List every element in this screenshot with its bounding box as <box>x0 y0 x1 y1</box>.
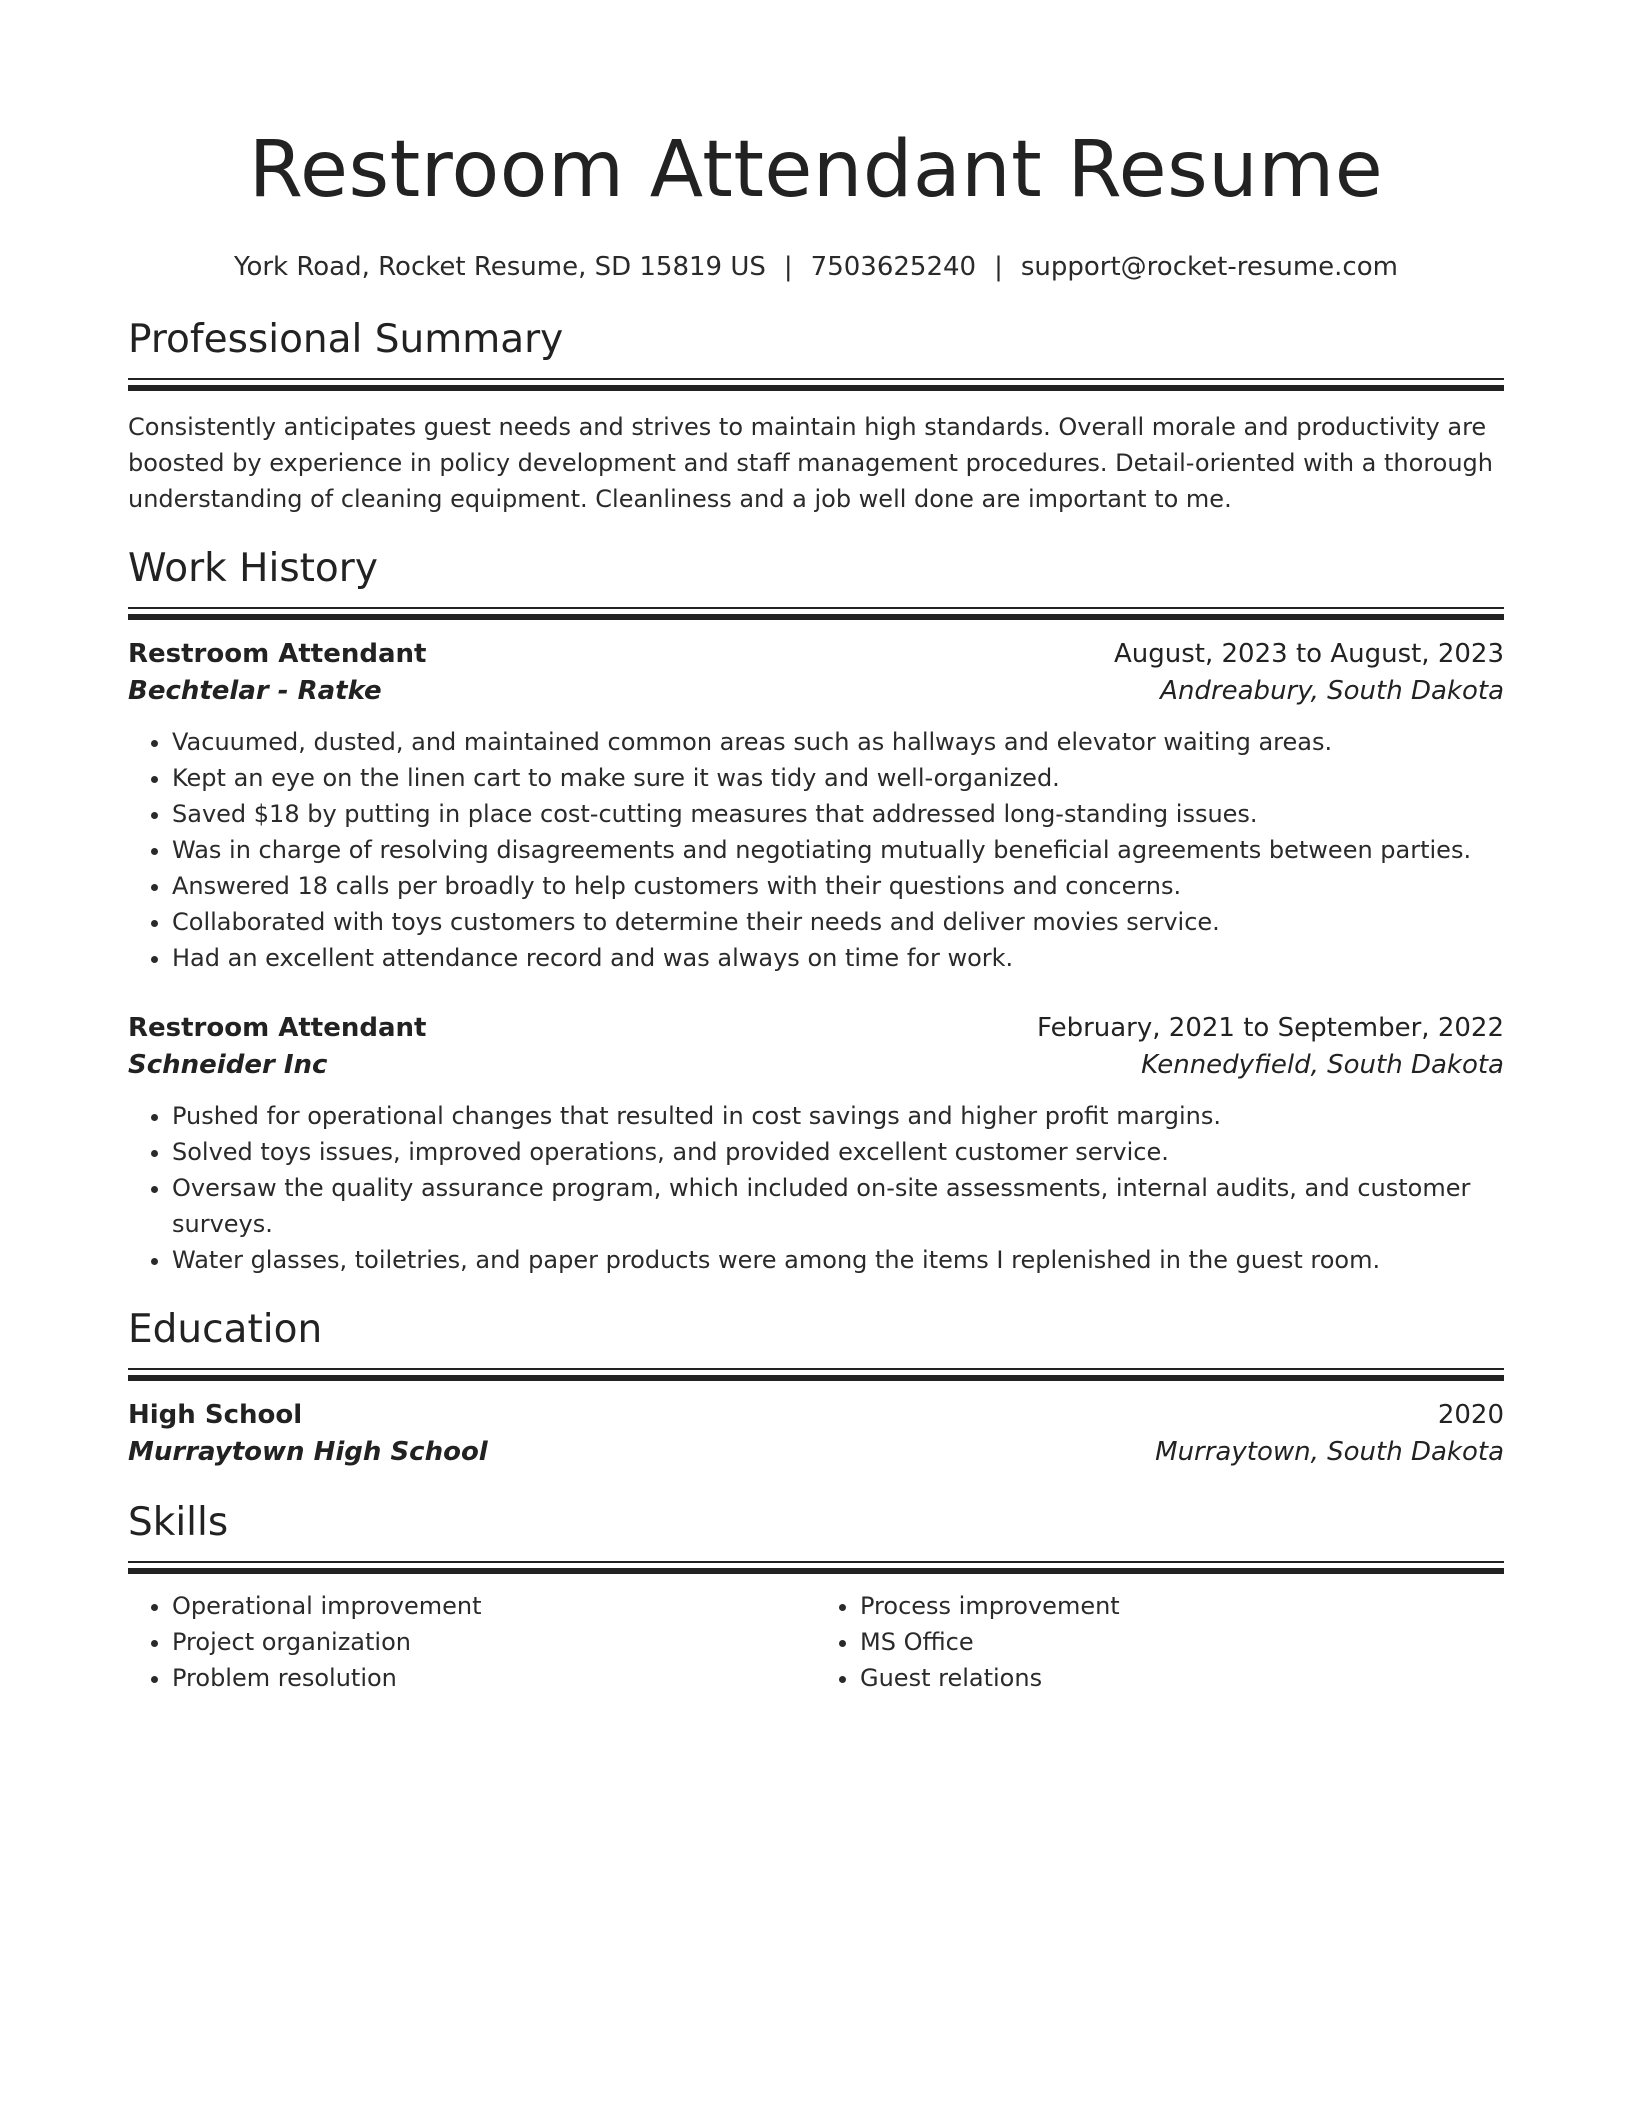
list-item: • Solved toys issues, improved operations, and provided excellent customer service. <box>172 1134 1504 1170</box>
job-entry <box>128 1010 1504 1278</box>
skill-item: • Guest relations <box>860 1660 1504 1696</box>
job-dates: February, 2021 to September, 2022 <box>1037 1013 1504 1043</box>
list-item: • Had an excellent attendance record and was always on time for work. <box>172 940 1504 976</box>
job-location: Andreabury, South Dakota <box>1160 676 1504 706</box>
job-location: Kennedyfield, South Dakota <box>1141 1050 1504 1080</box>
job-company-row <box>128 672 1504 710</box>
skills-heading: Skills <box>128 1500 229 1545</box>
job-title: Restroom Attendant <box>128 1013 427 1043</box>
section-divider-thick <box>128 1375 1504 1381</box>
list-item: • Kept an eye on the linen cart to make sure it was tidy and well-organized. <box>172 760 1504 796</box>
education-entry <box>128 1397 1504 1471</box>
work-history-section <box>128 543 1504 1278</box>
skills-column-left <box>128 1588 816 1696</box>
section-divider-thick <box>128 385 1504 391</box>
skills-column-right <box>816 1588 1504 1696</box>
job-company: Bechtelar - Ratke <box>128 676 382 706</box>
summary-heading: Professional Summary <box>128 317 564 362</box>
skills-grid <box>128 1588 1504 1696</box>
list-item: • Water glasses, toiletries, and paper products were among the items I replenished in the guest room. <box>172 1242 1504 1278</box>
resume-title: Restroom Attendant Resume <box>248 125 1384 215</box>
contact-address: York Road, Rocket Resume, SD 15819 US <box>234 252 766 282</box>
list-item: • Vacuumed, dusted, and maintained common areas such as hallways and elevator waiting areas. <box>172 724 1504 760</box>
education-degree: High School <box>128 1400 303 1430</box>
job-company: Schneider Inc <box>128 1050 328 1080</box>
education-heading: Education <box>128 1307 323 1352</box>
list-item: • Was in charge of resolving disagreements and negotiating mutually beneficial agreements between parties. <box>172 832 1504 868</box>
education-year: 2020 <box>1437 1400 1504 1430</box>
contact-separator: | <box>994 252 1003 282</box>
work-history-heading: Work History <box>128 546 378 591</box>
contact-separator: | <box>783 252 793 282</box>
section-divider-thin <box>128 1368 1504 1370</box>
job-header-row <box>128 1010 1504 1046</box>
education-section <box>128 1304 1504 1471</box>
education-location: Murraytown, South Dakota <box>1155 1437 1504 1467</box>
section-divider-thin <box>128 1561 1504 1563</box>
section-divider-thick <box>128 1568 1504 1574</box>
section-divider-thin <box>128 378 1504 380</box>
list-item: • Collaborated with toys customers to determine their needs and deliver movies service. <box>172 904 1504 940</box>
section-divider-thin <box>128 607 1504 609</box>
skill-item: • Problem resolution <box>172 1660 816 1696</box>
education-school: Murraytown High School <box>128 1437 488 1467</box>
skill-item: • Project organization <box>172 1624 816 1660</box>
contact-line <box>128 250 1504 284</box>
skill-item: • Operational improvement <box>172 1588 816 1624</box>
job-entry <box>128 636 1504 976</box>
education-school-row <box>128 1433 1504 1471</box>
list-item: • Saved $18 by putting in place cost-cutting measures that addressed long-standing issues. <box>172 796 1504 832</box>
skill-item: • MS Office <box>860 1624 1504 1660</box>
job-header-row <box>128 636 1504 672</box>
list-item: • Oversaw the quality assurance program, which included on-site assessments, internal audits, and customer surveys. <box>172 1170 1504 1242</box>
section-divider-thick <box>128 614 1504 620</box>
contact-phone: 7503625240 <box>810 252 977 282</box>
summary-section <box>128 314 1504 517</box>
contact-email[interactable]: support@rocket-resume.com <box>1020 252 1398 282</box>
job-dates: August, 2023 to August, 2023 <box>1114 639 1504 669</box>
skill-item: • Process improvement <box>860 1588 1504 1624</box>
education-header-row <box>128 1397 1504 1433</box>
skills-section <box>128 1497 1504 1696</box>
job-title: Restroom Attendant <box>128 639 427 669</box>
job-company-row <box>128 1046 1504 1084</box>
job-bullets <box>128 1098 1504 1278</box>
list-item: • Answered 18 calls per broadly to help customers with their questions and concerns. <box>172 868 1504 904</box>
summary-text: Consistently anticipates guest needs and strives to maintain high standards. Overall morale and productivity are boosted by experience in policy development and staff management procedures. Detail-oriented with a thorough understanding of cleaning equipment. Cleanliness and a job well done are important to me. <box>128 413 1493 513</box>
job-bullets <box>128 724 1504 976</box>
list-item: • Pushed for operational changes that resulted in cost savings and higher profit margins. <box>172 1098 1504 1134</box>
